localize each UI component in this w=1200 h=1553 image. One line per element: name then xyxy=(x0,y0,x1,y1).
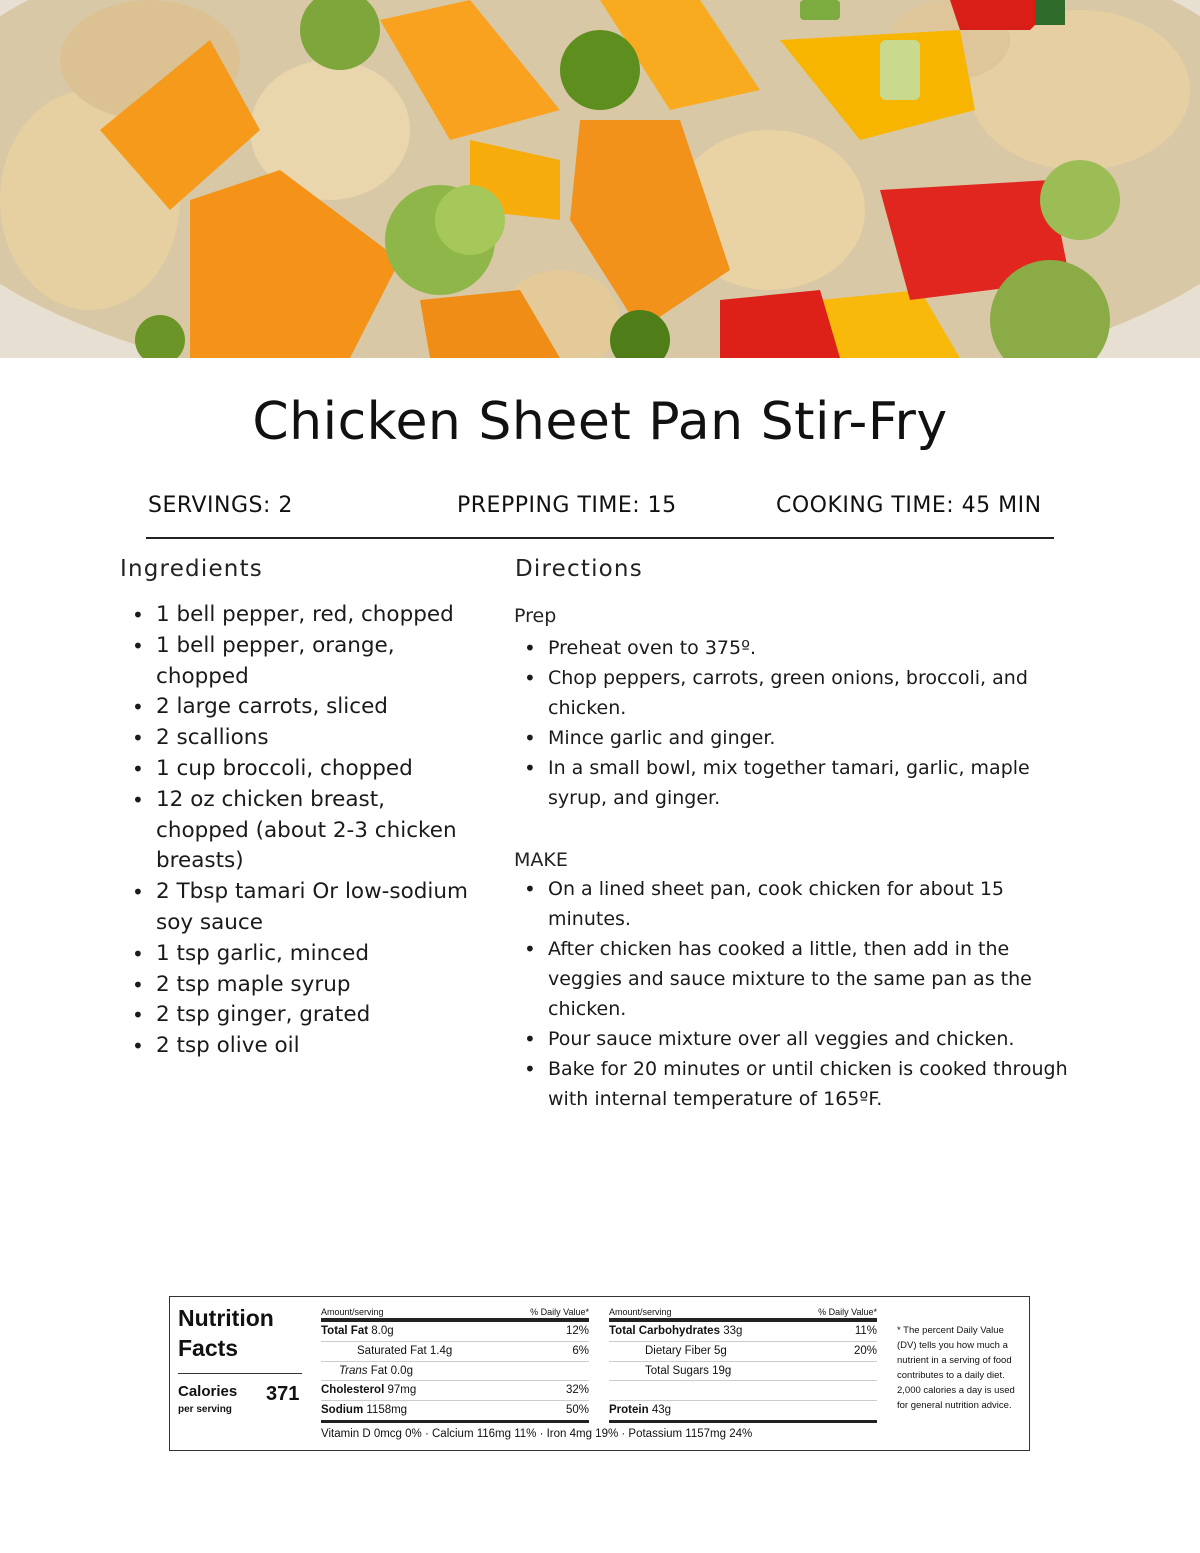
nutrient-row-total-carbs xyxy=(609,1322,877,1342)
nutrient-amount: 1158mg xyxy=(366,1404,408,1417)
nutrient-label: Saturated Fat xyxy=(357,1344,427,1357)
list-item: • 2 scallions xyxy=(130,723,480,754)
divider xyxy=(178,1373,302,1374)
per-serving-label: per serving xyxy=(178,1404,232,1415)
list-item: • Pour sauce mixture over all veggies and chicken. xyxy=(522,1024,1082,1054)
nutrient-label: Dietary Fiber xyxy=(645,1344,711,1357)
nutrient-label: Sodium xyxy=(321,1404,364,1417)
nutrient-row-sodium xyxy=(321,1401,589,1423)
calories-label: Calories xyxy=(178,1383,238,1400)
amount-header: Amount/serving xyxy=(609,1307,672,1317)
list-item: • 2 Tbsp tamari Or low-sodium soy sauce xyxy=(130,877,480,939)
nutrient-dv: 32% xyxy=(565,1384,589,1397)
micronutrients-footer: Vitamin D 0mcg 0% · Calcium 116mg 11% · Iron 4mg 19% · Potassium 1157mg 24% xyxy=(321,1428,753,1440)
nutrient-dv: 20% xyxy=(853,1344,877,1357)
nutrient-amount: 1.4g xyxy=(429,1344,453,1357)
nutrient-row-empty xyxy=(609,1381,877,1401)
nutrient-row-saturated-fat xyxy=(321,1342,589,1362)
recipe-title: Chicken Sheet Pan Stir-Fry xyxy=(252,392,948,452)
list-item: • Bake for 20 minutes or until chicken is cooked through with internal temperature of 165ºF. xyxy=(522,1054,1082,1114)
dv-header: % Daily Value* xyxy=(818,1307,877,1317)
nutrient-amount: 19g xyxy=(712,1364,732,1377)
make-steps-list xyxy=(522,874,1082,1114)
list-item: • 2 tsp ginger, grated xyxy=(130,1000,480,1031)
list-item: • Chop peppers, carrots, green onions, broccoli, and chicken. xyxy=(522,663,1082,723)
ingredients-list xyxy=(130,600,480,1062)
dv-header: % Daily Value* xyxy=(530,1307,589,1317)
list-item: • 1 tsp garlic, minced xyxy=(130,939,480,970)
nutrient-dv: 11% xyxy=(854,1325,877,1337)
nutrition-title: Nutrition Facts xyxy=(178,1305,274,1361)
food-photo-icon xyxy=(0,0,1200,358)
nutrient-row-protein xyxy=(609,1401,877,1423)
calories-value: 371 xyxy=(266,1383,300,1405)
nutrient-row-fiber xyxy=(609,1342,877,1362)
list-item: • Preheat oven to 375º. xyxy=(522,633,1082,663)
list-item: • 12 oz chicken breast, chopped (about 2-3 chicken breasts) xyxy=(130,785,480,877)
list-item: • In a small bowl, mix together tamari, garlic, maple syrup, and ginger. xyxy=(522,753,1082,813)
servings: SERVINGS: 2 xyxy=(148,493,293,518)
column-header xyxy=(321,1307,589,1322)
cook-time: COOKING TIME: 45 MIN xyxy=(776,493,1042,518)
nutrient-label: Trans xyxy=(339,1364,368,1377)
make-heading: MAKE xyxy=(514,849,568,871)
nutrient-row-sugars xyxy=(609,1362,877,1382)
nutrient-label-suffix: Fat xyxy=(370,1364,388,1377)
nutrient-amount: 33g xyxy=(723,1325,743,1337)
nutrient-label: Protein xyxy=(609,1404,649,1417)
nutrient-amount: 43g xyxy=(651,1404,672,1417)
daily-value-note: * The percent Daily Value (DV) tells you how much a nutrient in a serving of food contributes to a daily diet. 2,000 calories a day is used for general nutrition advice. xyxy=(897,1325,1015,1411)
nutrient-dv: 12% xyxy=(565,1325,589,1337)
nutrient-label: Cholesterol xyxy=(321,1384,385,1397)
nutrient-row-trans-fat xyxy=(321,1362,589,1382)
nutrient-row-cholesterol xyxy=(321,1381,589,1401)
list-item: • 2 large carrots, sliced xyxy=(130,692,480,723)
nutrition-left-column xyxy=(321,1307,589,1423)
list-item: • After chicken has cooked a little, then add in the veggies and sauce mixture to the same pan as the chicken. xyxy=(522,934,1082,1024)
prep-heading: Prep xyxy=(514,605,557,627)
list-item: • 1 bell pepper, orange, chopped xyxy=(130,631,480,693)
nutrient-row-total-fat xyxy=(321,1322,589,1342)
nutrient-amount: 8.0g xyxy=(371,1325,394,1337)
list-item: • Mince garlic and ginger. xyxy=(522,723,1082,753)
header-divider xyxy=(146,537,1054,539)
list-item: • 2 tsp olive oil xyxy=(130,1031,480,1062)
column-header xyxy=(609,1307,877,1322)
nutrient-label: Total Carbohydrates xyxy=(609,1325,720,1337)
nutrient-amount: 97mg xyxy=(387,1384,417,1397)
nutrient-amount: 0.0g xyxy=(390,1364,413,1377)
list-item: • On a lined sheet pan, cook chicken for about 15 minutes. xyxy=(522,874,1082,934)
prep-time: PREPPING TIME: 15 xyxy=(457,493,677,518)
nutrient-dv: 50% xyxy=(565,1404,589,1417)
nutrient-amount: 5g xyxy=(714,1344,727,1357)
nutrient-dv: 6% xyxy=(572,1344,589,1357)
nutrition-facts-label xyxy=(169,1296,1030,1451)
prep-steps-list xyxy=(522,633,1082,813)
nutrient-label: Total Fat xyxy=(321,1325,369,1337)
directions-heading: Directions xyxy=(515,556,643,582)
nutrition-right-column xyxy=(609,1307,877,1423)
list-item: • 2 tsp maple syrup xyxy=(130,970,480,1001)
list-item: • 1 cup broccoli, chopped xyxy=(130,754,480,785)
list-item: • 1 bell pepper, red, chopped xyxy=(130,600,480,631)
nutrient-label: Total Sugars xyxy=(645,1364,709,1377)
amount-header: Amount/serving xyxy=(321,1307,384,1317)
hero-food-photo xyxy=(0,0,1200,358)
ingredients-heading: Ingredients xyxy=(120,556,263,582)
